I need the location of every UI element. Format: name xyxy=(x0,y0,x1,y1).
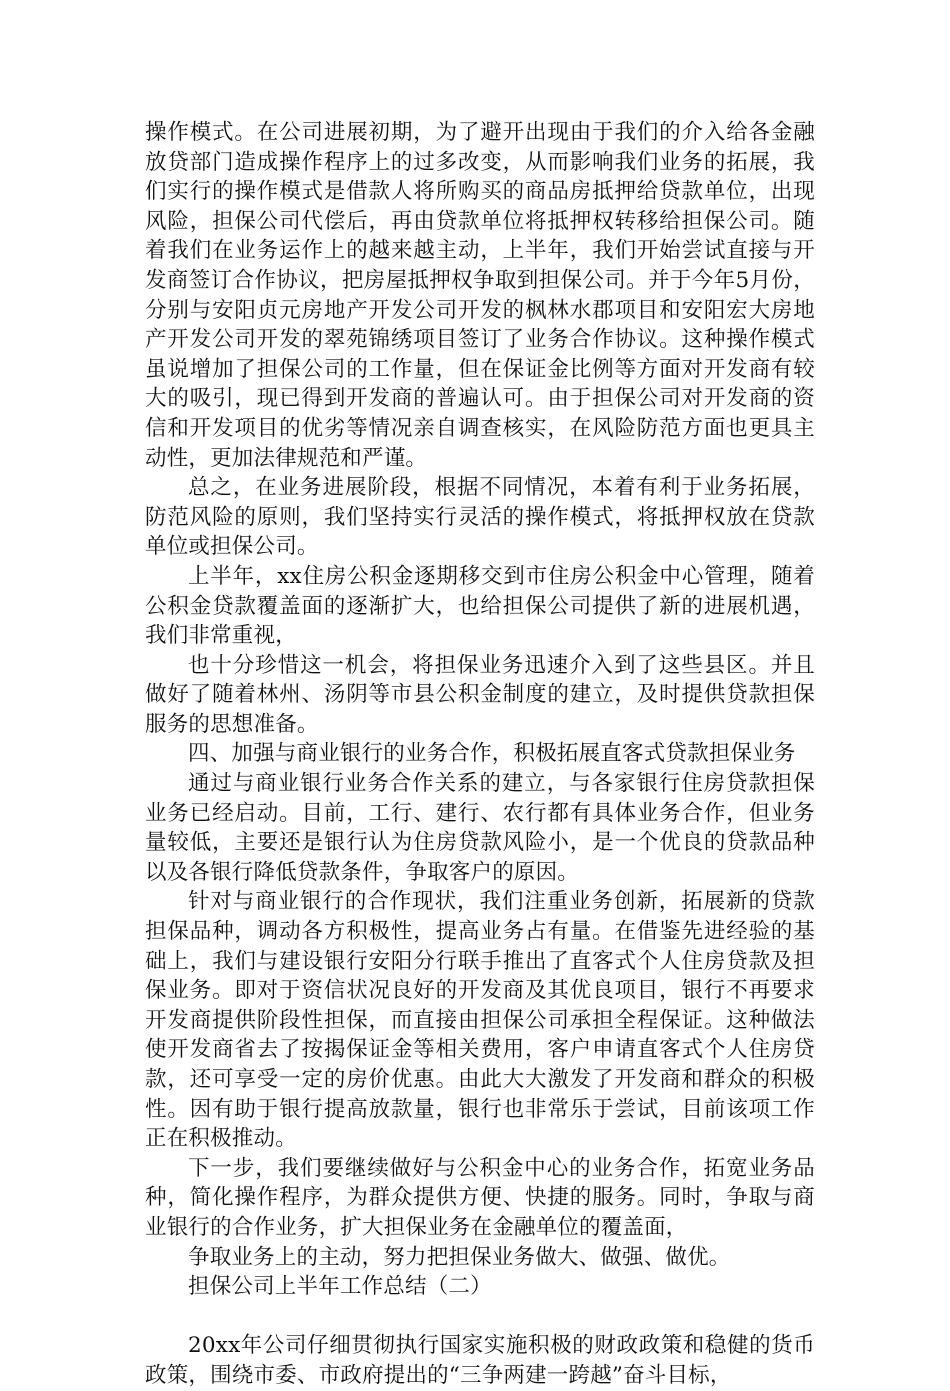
section-title-part-two: 担保公司上半年工作总结（二） xyxy=(188,1274,492,1300)
paragraph-housing-fund: 上半年，xx住房公积金逐期移交到市住房公积金中心管理，随着公积金贷款覆盖面的逐渐扩大，也给担保公司提供了新的进展机遇，我们非常重视， xyxy=(145,563,815,649)
paragraph-bank-cooperation: 通过与商业银行业务合作关系的建立，与各家银行住房贷款担保业务已经启动。目前，工行、建行、农行都有具体业务合作，但业务量较低，主要还是银行认为住房贷款风险小，是一个优良的贷款品种以及各银行降低贷款条件，争取客户的原因。 xyxy=(145,771,815,885)
section-heading-four: 四、加强与商业银行的业务合作，积极拓展直客式贷款担保业务 xyxy=(188,741,796,767)
paragraph-next-step: 下一步，我们要继续做好与公积金中心的业务合作，拓宽业务品种，简化操作程序，为群众提供方便、快捷的服务。同时，争取与商业银行的合作业务，扩大担保业务在金融单位的覆盖面， xyxy=(145,1155,815,1240)
paragraph-initiative: 争取业务上的主动，努力把担保业务做大、做强、做优。 xyxy=(188,1244,731,1270)
paragraph-operation-mode: 操作模式。在公司进展初期，为了避开出现由于我们的介入给各金融放贷部门造成操作程序上的过多改变，从而影响我们业务的拓展，我们实行的操作模式是借款人将所购买的商品房抵押给贷款单位，出现风险，担保公司代偿后，再由贷款单位将抵押权转移给担保公司。随着我们在业务运作上的越来越主动，上半年，我们开始尝试直接与开发商签订合作协议，把房屋抵押权争取到担保公司。并于今年5月份，分别与安阳贞元房地产开发公司开发的枫林水郡项目和安阳宏大房地产开发公司开发的翠苑锦绣项目签订了业务合作协议。这种操作模式虽说增加了担保公司的工作量，但在保证金比例等方面对开发商有较大的吸引，现已得到开发商的普遍认可。由于担保公司对开发商的资信和开发项目的优劣等情况亲自调查核实，在风险防范方面也更具主动性，更加法律规范和严谨。 xyxy=(145,120,815,471)
paragraph-opportunity: 也十分珍惜这一机会，将担保业务迅速介入到了这些县区。并且做好了随着林州、汤阴等市县公积金制度的建立，及时提供贷款担保服务的思想准备。 xyxy=(145,652,815,737)
paragraph-summary: 总之，在业务进展阶段，根据不同情况，本着有利于业务拓展，防范风险的原则，我们坚持实行灵活的操作模式，将抵押权放在贷款单位或担保公司。 xyxy=(145,475,815,560)
document-body xyxy=(145,118,815,1391)
paragraph-direct-loan: 针对与商业银行的合作现状，我们注重业务创新，拓展新的贷款担保品种，调动各方积极性，提高业务占有量。在借鉴先进经验的基础上，我们与建设银行安阳分行联手推出了直客式个人住房贷款及担保业务。即对于资信状况良好的开发商及其优良项目，银行不再要求开发商提供阶段性担保，而直接由担保公司承担全程保证。这种做法使开发商省去了按揭保证金等相关费用，客户申请直客式个人住房贷款，还可享受一定的房价优惠。由此大大激发了开发商和群众的积极性。因有助于银行提高放款量，银行也非常乐于尝试，目前该项工作正在积极推动。 xyxy=(145,889,815,1152)
paragraph-annual-policy: 20xx年公司仔细贯彻执行国家实施积极的财政政策和稳健的货币政策，围绕市委、市政府提出的“三争两建一跨越”奋斗目标， xyxy=(145,1333,815,1388)
blank-line xyxy=(145,1302,815,1332)
